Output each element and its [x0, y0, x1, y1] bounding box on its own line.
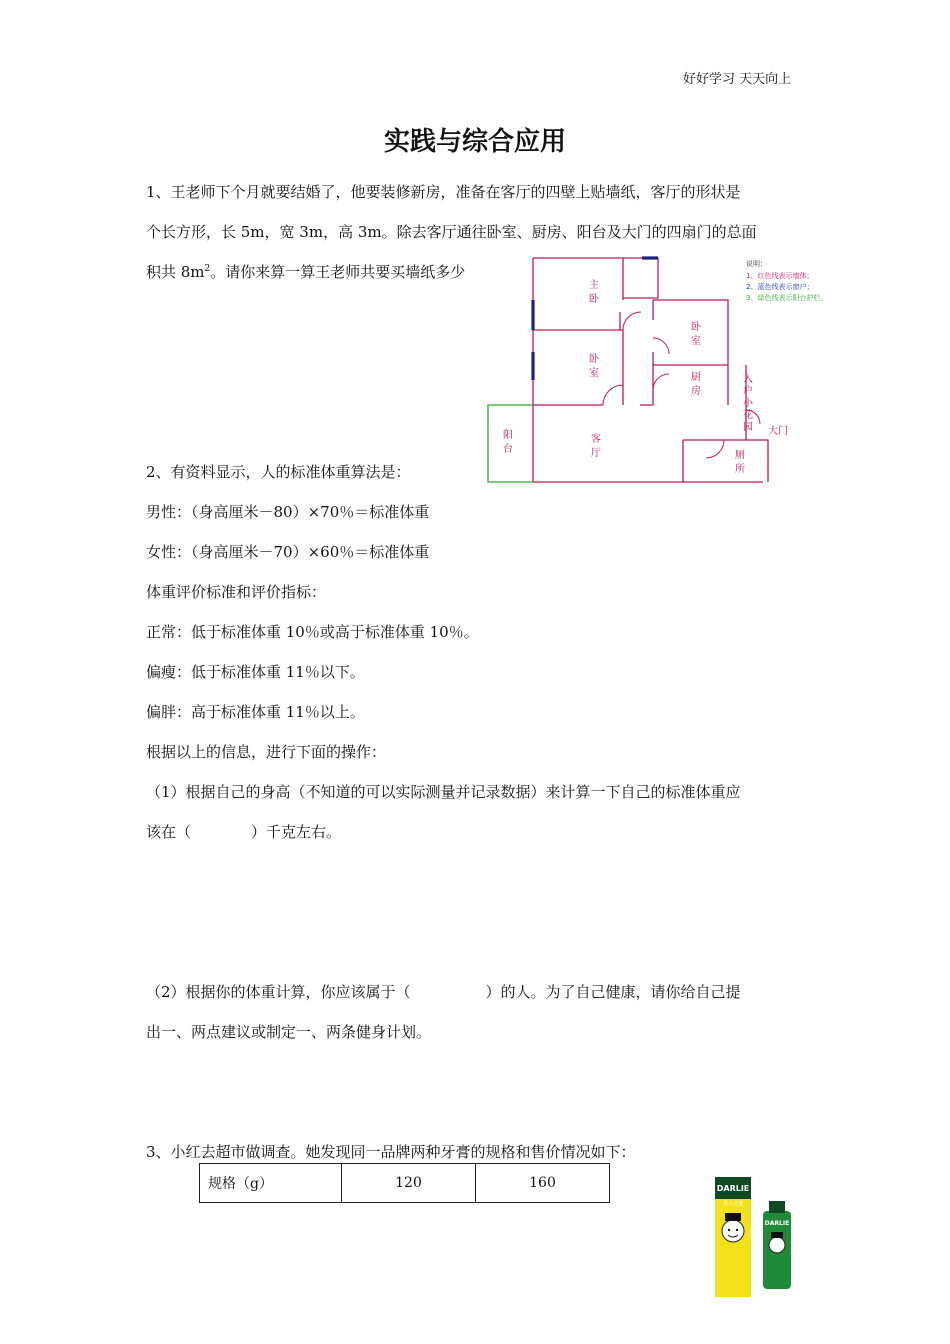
- floor-plan-walls: [533, 258, 768, 482]
- q2-thin: 偏瘦：低于标准体重 11％以下。: [146, 663, 365, 681]
- table-row: [200, 1164, 610, 1203]
- label-main-door: 大门: [768, 426, 788, 437]
- toothpaste-tube-cap: [769, 1201, 785, 1213]
- table-cell: 120: [342, 1164, 476, 1203]
- label-kitchen: 厨房: [691, 372, 701, 397]
- q2-sub1-line-2: 该在（ ）千克左右。: [146, 823, 342, 841]
- page-title: 实践与综合应用: [383, 127, 566, 157]
- label-balcony: 阳台: [503, 430, 513, 455]
- toothpaste-product-image: [713, 1173, 813, 1301]
- page-header: 好好学习 天天向上: [683, 72, 792, 87]
- floor-plan-door-arcs: [603, 312, 760, 458]
- label-bedroom-left: 卧室: [589, 354, 599, 379]
- mascot-eye-icon: [728, 1229, 730, 1231]
- legend-windows: 2、蓝色线表示窗户；: [746, 283, 814, 291]
- mascot-eye-icon: [736, 1229, 738, 1231]
- q2-instruction: 根据以上的信息，进行下面的操作：: [146, 743, 387, 761]
- q2-normal: 正常：低于标准体重 10％或高于标准体重 10％。: [146, 623, 479, 641]
- q1-area-exponent: 2: [204, 264, 211, 274]
- label-living-room: 客厅: [591, 434, 601, 459]
- table-cell: 160: [476, 1164, 610, 1203]
- table-header-cell: 规格（g）: [200, 1164, 342, 1203]
- tube-mascot-hat-icon: [771, 1232, 783, 1238]
- floor-plan-diagram: [478, 250, 850, 490]
- q1-line-3-pre: 积共 8m: [146, 263, 205, 281]
- q2-sub2-line-2: 出一、两点建议或制定一、两条健身计划。: [146, 1023, 432, 1041]
- q2-sub2-line-1: （2）根据你的体重计算，你应该属于（ ）的人。为了自己健康，请你给自己提: [146, 983, 741, 1001]
- q2-fat: 偏胖：高于标准体重 11％以上。: [146, 703, 365, 721]
- q2-male-formula: 男性：（身高厘米－80）×70％＝标准体重: [146, 503, 430, 521]
- q3-intro: 3、小红去超市做调查。她发现同一品牌两种牙膏的规格和售价情况如下：: [146, 1143, 636, 1161]
- label-entry-garden: 入户小花园: [743, 374, 753, 433]
- q2-intro: 2、有资料显示，人的标准体重算法是：: [146, 463, 411, 481]
- q2-sub1-line-1: （1）根据自己的身高（不知道的可以实际测量并记录数据）来计算一下自己的标准体重应: [146, 783, 741, 801]
- legend-walls: 1、红色线表示墙体；: [746, 272, 814, 280]
- legend-railing: 3、绿色线表示阳台护栏。: [746, 294, 828, 302]
- toothpaste-spec-table: [199, 1163, 610, 1203]
- tube-brand-logo: DARLIE: [764, 1220, 790, 1227]
- legend-title: 说明：: [746, 260, 767, 268]
- q2-female-formula: 女性：（身高厘米－70）×60％＝标准体重: [146, 543, 430, 561]
- q1-line-3-post: 。请你来算一算王老师共要买墙纸多少: [210, 263, 466, 281]
- q2-criteria-title: 体重评价标准和评价指标：: [146, 583, 327, 601]
- brand-logo: DARLIE: [716, 1184, 750, 1193]
- mascot-hat-icon: [725, 1213, 741, 1221]
- q1-line-3: [146, 261, 478, 282]
- tube-mascot-face-icon: [769, 1237, 785, 1253]
- brand-subtitle: 黑人牙膏: [722, 1201, 744, 1207]
- label-bedroom-right: 卧室: [691, 322, 701, 347]
- label-master-bedroom: 主卧: [589, 280, 599, 305]
- q1-line-2: 个长方形，长 5m，宽 3m，高 3m。除去客厅通往卧室、厨房、阳台及大门的四扇门的总面: [146, 223, 757, 241]
- q1-line-1: 1、王老师下个月就要结婚了，他要装修新房，准备在客厅的四壁上贴墙纸，客厅的形状是: [146, 183, 741, 201]
- label-toilet: 厕所: [735, 450, 745, 475]
- mascot-face-icon: [722, 1220, 744, 1242]
